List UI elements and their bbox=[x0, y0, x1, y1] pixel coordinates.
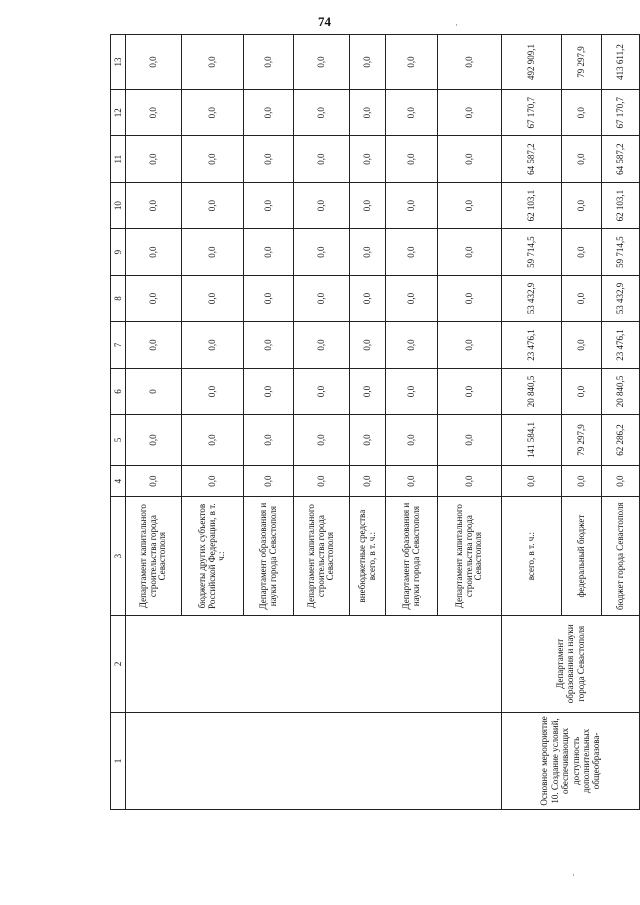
value-cell: 0,0 bbox=[438, 89, 502, 135]
col-header: 1 bbox=[111, 712, 126, 809]
value-cell: 59 714,5 bbox=[602, 229, 640, 275]
value-cell: 0,0 bbox=[244, 35, 294, 90]
source-cell: бюджет города Севастополя bbox=[602, 497, 640, 615]
value-cell: 0,0 bbox=[562, 465, 602, 497]
value-cell: 0,0 bbox=[244, 322, 294, 368]
col-header: 9 bbox=[111, 229, 126, 275]
col-header: 3 bbox=[111, 497, 126, 615]
value-cell: 20 840,5 bbox=[602, 368, 640, 414]
value-cell: 0,0 bbox=[386, 415, 438, 466]
col-header: 13 bbox=[111, 35, 126, 90]
value-cell: 0,0 bbox=[562, 89, 602, 135]
value-cell: 0,0 bbox=[182, 322, 244, 368]
value-cell: 0,0 bbox=[350, 89, 386, 135]
value-cell: 79 297,9 bbox=[562, 415, 602, 466]
value-cell: 0,0 bbox=[126, 465, 182, 497]
value-cell: 0,0 bbox=[294, 275, 350, 321]
source-cell: Департамент капитального строительства города Севастополя bbox=[438, 497, 502, 615]
value-cell: 0,0 bbox=[182, 136, 244, 182]
stray-mark: · bbox=[455, 20, 458, 30]
source-cell: всего, в т. ч.: bbox=[502, 497, 562, 615]
value-cell: 0,0 bbox=[294, 465, 350, 497]
value-cell: 53 432,9 bbox=[602, 275, 640, 321]
value-cell: 0,0 bbox=[438, 368, 502, 414]
col-header: 5 bbox=[111, 415, 126, 466]
value-cell: 0,0 bbox=[182, 35, 244, 90]
value-cell: 0,0 bbox=[438, 182, 502, 228]
value-cell: 0,0 bbox=[182, 182, 244, 228]
funding-table bbox=[110, 34, 640, 810]
source-cell: Департамент капитального строительства города Севастополя bbox=[126, 497, 182, 615]
value-cell: 0,0 bbox=[438, 415, 502, 466]
value-cell: 0,0 bbox=[244, 136, 294, 182]
source-cell: Департамент образования и науки города Севастополя bbox=[386, 497, 438, 615]
responsible-cell: Департамент образования и науки города Севастополя bbox=[502, 615, 640, 712]
value-cell: 0,0 bbox=[126, 415, 182, 466]
value-cell: 0,0 bbox=[244, 465, 294, 497]
value-cell: 0,0 bbox=[126, 182, 182, 228]
value-cell: 0,0 bbox=[438, 322, 502, 368]
value-cell: 0,0 bbox=[350, 182, 386, 228]
value-cell: 0,0 bbox=[350, 415, 386, 466]
value-cell: 0,0 bbox=[562, 136, 602, 182]
source-cell: федеральный бюджет bbox=[562, 497, 602, 615]
value-cell: 0,0 bbox=[294, 229, 350, 275]
value-cell: 413 611,2 bbox=[602, 35, 640, 90]
source-cell: внебюджетные средства всего, в т. ч.: bbox=[350, 497, 386, 615]
value-cell: 0,0 bbox=[562, 229, 602, 275]
value-cell: 0,0 bbox=[126, 35, 182, 90]
value-cell: 0,0 bbox=[294, 35, 350, 90]
col-header: 6 bbox=[111, 368, 126, 414]
value-cell: 0,0 bbox=[386, 322, 438, 368]
table-row bbox=[126, 35, 182, 810]
value-cell: 0,0 bbox=[562, 275, 602, 321]
value-cell: 53 432,9 bbox=[502, 275, 562, 321]
col-header: 10 bbox=[111, 182, 126, 228]
value-cell: 0,0 bbox=[182, 89, 244, 135]
value-cell: 0,0 bbox=[244, 415, 294, 466]
value-cell: 67 170,7 bbox=[502, 89, 562, 135]
value-cell: 0,0 bbox=[350, 35, 386, 90]
col-header: 12 bbox=[111, 89, 126, 135]
activity-cell: Основное мероприятие 10. Создание условий, обеспечивающих доступность дополнительных общеобразова- bbox=[502, 712, 640, 809]
value-cell: 0,0 bbox=[438, 35, 502, 90]
header-row bbox=[111, 35, 126, 810]
source-cell: Департамент образования и науки города Севастополя bbox=[244, 497, 294, 615]
value-cell: 0,0 bbox=[244, 368, 294, 414]
value-cell: 67 170,7 bbox=[602, 89, 640, 135]
value-cell: 0,0 bbox=[182, 415, 244, 466]
page-number: 74 bbox=[318, 14, 331, 29]
value-cell: 0,0 bbox=[294, 89, 350, 135]
value-cell: 0,0 bbox=[562, 322, 602, 368]
value-cell: 0,0 bbox=[386, 275, 438, 321]
value-cell: 0,0 bbox=[182, 229, 244, 275]
col-header: 11 bbox=[111, 136, 126, 182]
value-cell: 0,0 bbox=[244, 182, 294, 228]
value-cell: 0,0 bbox=[386, 465, 438, 497]
value-cell: 0,0 bbox=[350, 465, 386, 497]
cell-blank bbox=[126, 615, 502, 712]
cell-blank bbox=[126, 712, 502, 809]
value-cell: 0,0 bbox=[438, 136, 502, 182]
value-cell: 0,0 bbox=[438, 229, 502, 275]
value-cell: 0,0 bbox=[438, 275, 502, 321]
value-cell: 0,0 bbox=[294, 368, 350, 414]
value-cell: 0,0 bbox=[562, 368, 602, 414]
value-cell: 0,0 bbox=[386, 368, 438, 414]
source-cell: бюджеты других субъектов Российской Федерации, в т. ч.: bbox=[182, 497, 244, 615]
value-cell: 0,0 bbox=[350, 229, 386, 275]
value-cell: 0,0 bbox=[182, 368, 244, 414]
col-header: 8 bbox=[111, 275, 126, 321]
value-cell: 79 297,9 bbox=[562, 35, 602, 90]
table-row bbox=[502, 35, 562, 810]
value-cell: 64 587,2 bbox=[602, 136, 640, 182]
value-cell: 0,0 bbox=[244, 275, 294, 321]
value-cell: 0,0 bbox=[182, 465, 244, 497]
value-cell: 0,0 bbox=[350, 368, 386, 414]
value-cell: 0,0 bbox=[126, 322, 182, 368]
value-cell: 0,0 bbox=[244, 229, 294, 275]
value-cell: 0,0 bbox=[126, 275, 182, 321]
rotated-table bbox=[110, 34, 626, 810]
value-cell: 0,0 bbox=[350, 136, 386, 182]
stray-mark: · bbox=[572, 870, 575, 880]
value-cell: 0,0 bbox=[294, 182, 350, 228]
value-cell: 492 909,1 bbox=[502, 35, 562, 90]
value-cell: 141 584,1 bbox=[502, 415, 562, 466]
value-cell: 62 103,1 bbox=[502, 182, 562, 228]
value-cell: 0,0 bbox=[350, 275, 386, 321]
value-cell: 0,0 bbox=[294, 415, 350, 466]
value-cell: 62 286,2 bbox=[602, 415, 640, 466]
value-cell: 23 476,1 bbox=[502, 322, 562, 368]
value-cell: 0,0 bbox=[502, 465, 562, 497]
value-cell: 62 103,1 bbox=[602, 182, 640, 228]
value-cell: 0,0 bbox=[386, 35, 438, 90]
value-cell: 0,0 bbox=[126, 229, 182, 275]
value-cell: 0,0 bbox=[386, 89, 438, 135]
value-cell: 0,0 bbox=[126, 136, 182, 182]
col-header: 2 bbox=[111, 615, 126, 712]
value-cell: 0,0 bbox=[294, 322, 350, 368]
value-cell: 0,0 bbox=[126, 89, 182, 135]
value-cell: 0,0 bbox=[562, 182, 602, 228]
value-cell: 64 587,2 bbox=[502, 136, 562, 182]
value-cell: 23 476,1 bbox=[602, 322, 640, 368]
value-cell: 0 bbox=[126, 368, 182, 414]
col-header: 7 bbox=[111, 322, 126, 368]
col-header: 4 bbox=[111, 465, 126, 497]
source-cell: Департамент капитального строительства города Севастополя bbox=[294, 497, 350, 615]
value-cell: 0,0 bbox=[294, 136, 350, 182]
value-cell: 0,0 bbox=[350, 322, 386, 368]
value-cell: 0,0 bbox=[244, 89, 294, 135]
value-cell: 0,0 bbox=[386, 229, 438, 275]
value-cell: 59 714,5 bbox=[502, 229, 562, 275]
value-cell: 0,0 bbox=[386, 182, 438, 228]
value-cell: 20 840,5 bbox=[502, 368, 562, 414]
value-cell: 0,0 bbox=[602, 465, 640, 497]
value-cell: 0,0 bbox=[386, 136, 438, 182]
value-cell: 0,0 bbox=[182, 275, 244, 321]
value-cell: 0,0 bbox=[438, 465, 502, 497]
